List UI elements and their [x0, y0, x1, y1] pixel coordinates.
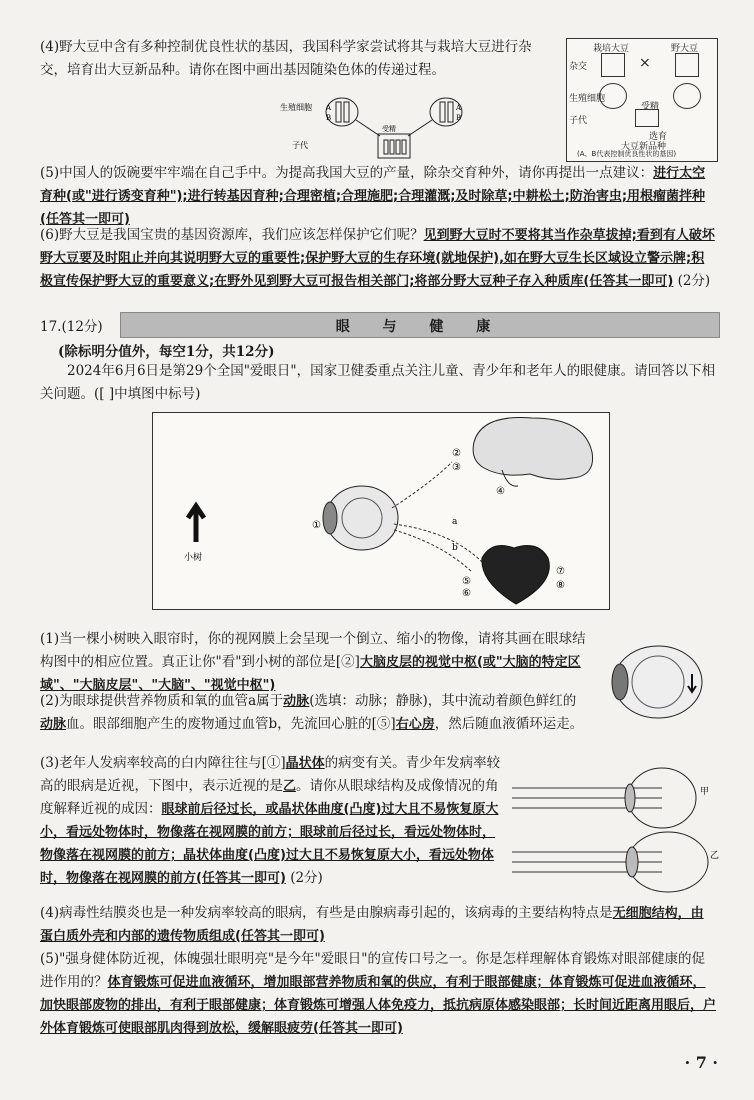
q17-figure [152, 412, 610, 610]
q17-s4 [40, 902, 716, 948]
q17-s2-p1: (2)为眼球提供营养物质和氧的血管a属于 [40, 693, 284, 709]
q17-s3-p1: (3)老年人发病率较高的白内障往往与[①] [40, 755, 286, 771]
fig-m6: ⑥ [462, 588, 471, 599]
q17-note: (除标明分值外，每空1分，共12分) [58, 344, 275, 360]
svg-text:受精: 受精 [382, 125, 396, 133]
q4-right-new-label: 大豆新品种 [621, 142, 667, 152]
fig-m3: ③ [452, 462, 461, 473]
q17-s4-answer: 无细胞结构，由蛋白质外壳和内部的遗传物质组成(任答其一即可) [40, 906, 704, 944]
fig-b: b [452, 543, 458, 553]
q4-text: (4)野大豆中含有多种控制优良性状的基因，我国科学家尝试将其与栽培大豆进行杂交，培育出大豆新品种。请你在图中画出基因随染色体的传递过程。 [40, 39, 532, 78]
q4-right-sex-label: 生殖细胞 [569, 94, 606, 104]
q17-s3-yi: 乙 [710, 851, 720, 861]
q17-s5-answer: 体育锻炼可促进血液循环，增加眼部营养物质和氧的供应，有利于眼部健康；体育锻炼可促进血液循环，加快眼部废物的排出，有利于眼部健康；体育锻炼可增强人体免疫力，抵抗病原体感染眼部；长时间近距离用眼后，户外体育锻炼可使眼部肌肉得到放松，缓解眼疲劳(任答其一即可) [40, 975, 717, 1036]
q6-prefix: (6)野大豆是我国宝贵的基因资源库，我们应该怎样保护它们呢？ [40, 227, 424, 243]
q17-s3-diagram [512, 760, 720, 896]
q17-title: 眼 与 健 康 [335, 319, 505, 335]
q4-right-top-right: 野大豆 [671, 44, 699, 54]
q17-s2-p2: (选填：动脉；静脉)，其中流动着颜色鲜红的 [309, 693, 577, 709]
q17-s2-a3: 右心房 [395, 717, 435, 732]
fig-m5: ⑤ [462, 576, 471, 587]
q17-s2-p4: ，然后随血液循环运走。 [434, 716, 584, 732]
q4-right-note: (A、B代表控制优良性状的基因) [577, 150, 677, 158]
fig-m7: ⑦ [556, 566, 565, 577]
q17-s3-p2: 的病变有关。青少年发病率较高的眼病是近视，下图中，表示近视的是 [40, 755, 501, 794]
q17-s3-p3: 。请你从眼球结构及成像情况的角度解释近视的成因： [40, 778, 499, 817]
q17-s5 [40, 948, 716, 1040]
q4-diagram-left [278, 96, 518, 160]
q17-banner [120, 312, 720, 338]
q17-s4-text: (4)病毒性结膜炎也是一种发病率较高的眼病，有些是由腺病毒引起的，该病毒的主要结构特点是 [40, 905, 613, 921]
q17-s2-p3: 血。眼部细胞产生的废物通过血管b，先流回心脏的[⑤] [66, 716, 396, 732]
q6-answer: 见到野大豆时不要将其当作杂草拔掉;看到有人破坏野大豆要及时阻止并向其说明野大豆的重要性;保护野大豆的生存环境(就地保护),如在野大豆生长区域设立警示牌;积极宣传保护野大豆的重要意义;在野外见到野大豆可报告相关部门;将部分野大豆种子存入种质库(任答其一即可) [40, 228, 715, 289]
q17-s3-score: (2分) [290, 870, 323, 886]
fig-tree-label: 小树 [184, 553, 203, 563]
fig-m4: ④ [496, 486, 505, 497]
fig-m2: ② [452, 448, 461, 459]
q17-s3 [40, 752, 502, 890]
q17-intro: 2024年6月6日是第29个全国"爱眼日"，国家卫健委重点关注儿童、青少年和老年人的眼健康。请回答以下相关问题。([ ]中填图中标号) [40, 363, 716, 402]
q4-right-cross-sign: × [639, 55, 651, 71]
q4-right-select-label: 选育 [649, 132, 668, 142]
q5 [40, 162, 716, 231]
q17-s2-a1: 动脉 [283, 694, 310, 709]
q17-s3-a3: 眼球前后径过长，或晶状体曲度(凸度)过大且不易恢复原大小，看远处物体时，物像落在视网膜的前方；眼球前后径过长，看远处物体时，物像落在视网膜的前方；晶状体曲度(凸度)过大且不易恢复原大小，看远处物体时，物像落在视网膜的前方(任答其一即可) [40, 802, 499, 886]
fig-a: a [452, 517, 458, 527]
q6 [40, 224, 716, 293]
q4-left-child-label: 子代 [292, 141, 308, 150]
svg-text:B: B [456, 114, 462, 122]
q17-header: 17.(12分) [40, 319, 103, 335]
q4-right-cross-label: 杂交 [569, 62, 588, 72]
q17-s3-jia: 甲 [700, 787, 710, 797]
q5-answer: 进行太空育种(或"进行诱变育种");进行转基因育种;合理密植;合理施肥;合理灌溉;及时除草;中耕松土;防治害虫;用根瘤菌拌种(任答其一即可) [40, 166, 706, 227]
q4-diagram-right [566, 38, 718, 162]
q17-s3-a2: 乙 [283, 779, 297, 794]
q4-right-top-left: 栽培大豆 [593, 44, 630, 54]
q17-s1-eye [598, 640, 708, 724]
svg-text:A: A [456, 104, 462, 112]
q4-right-child-label: 子代 [569, 116, 588, 126]
fig-m1: ① [312, 520, 321, 531]
q17-s1-answer: 大脑皮层的视觉中枢(或"大脑的特定区域"、"大脑皮层"、"大脑"、"视觉中枢") [40, 655, 581, 693]
fig-m8: ⑧ [556, 580, 565, 591]
q5-prefix: (5)中国人的饭碗要牢牢端在自己手中。为提高我国大豆的产量，除杂交育种外，请你再提出一点建议： [40, 165, 654, 181]
q17-s2-a2: 动脉 [40, 717, 67, 732]
q17-s1-text: (1)当一棵小树映入眼帘时，你的视网膜上会呈现一个倒立、缩小的物像，请将其画在眼球结构图中的相应位置。真正让你"看"到小树的部位是[②] [40, 631, 586, 670]
q4-left-sex-label: 生殖细胞 [280, 103, 312, 112]
q6-score: (2分) [677, 273, 711, 289]
q17-s3-a1: 晶状体 [285, 756, 325, 771]
q4-right-zygote-label: 受精 [641, 102, 660, 112]
page-number: · 7 · [684, 1053, 718, 1072]
svg-text:B: B [326, 114, 332, 122]
q17-s5-text: (5)"强身健体防近视，体魄强壮眼明亮"是今年"爱眼日"的宣传口号之一。你是怎样理解体育锻炼对眼部健康的促进作用的？ [40, 951, 705, 990]
q17-s2 [40, 690, 588, 736]
q17-s1 [40, 628, 588, 697]
svg-text:A: A [326, 104, 332, 112]
